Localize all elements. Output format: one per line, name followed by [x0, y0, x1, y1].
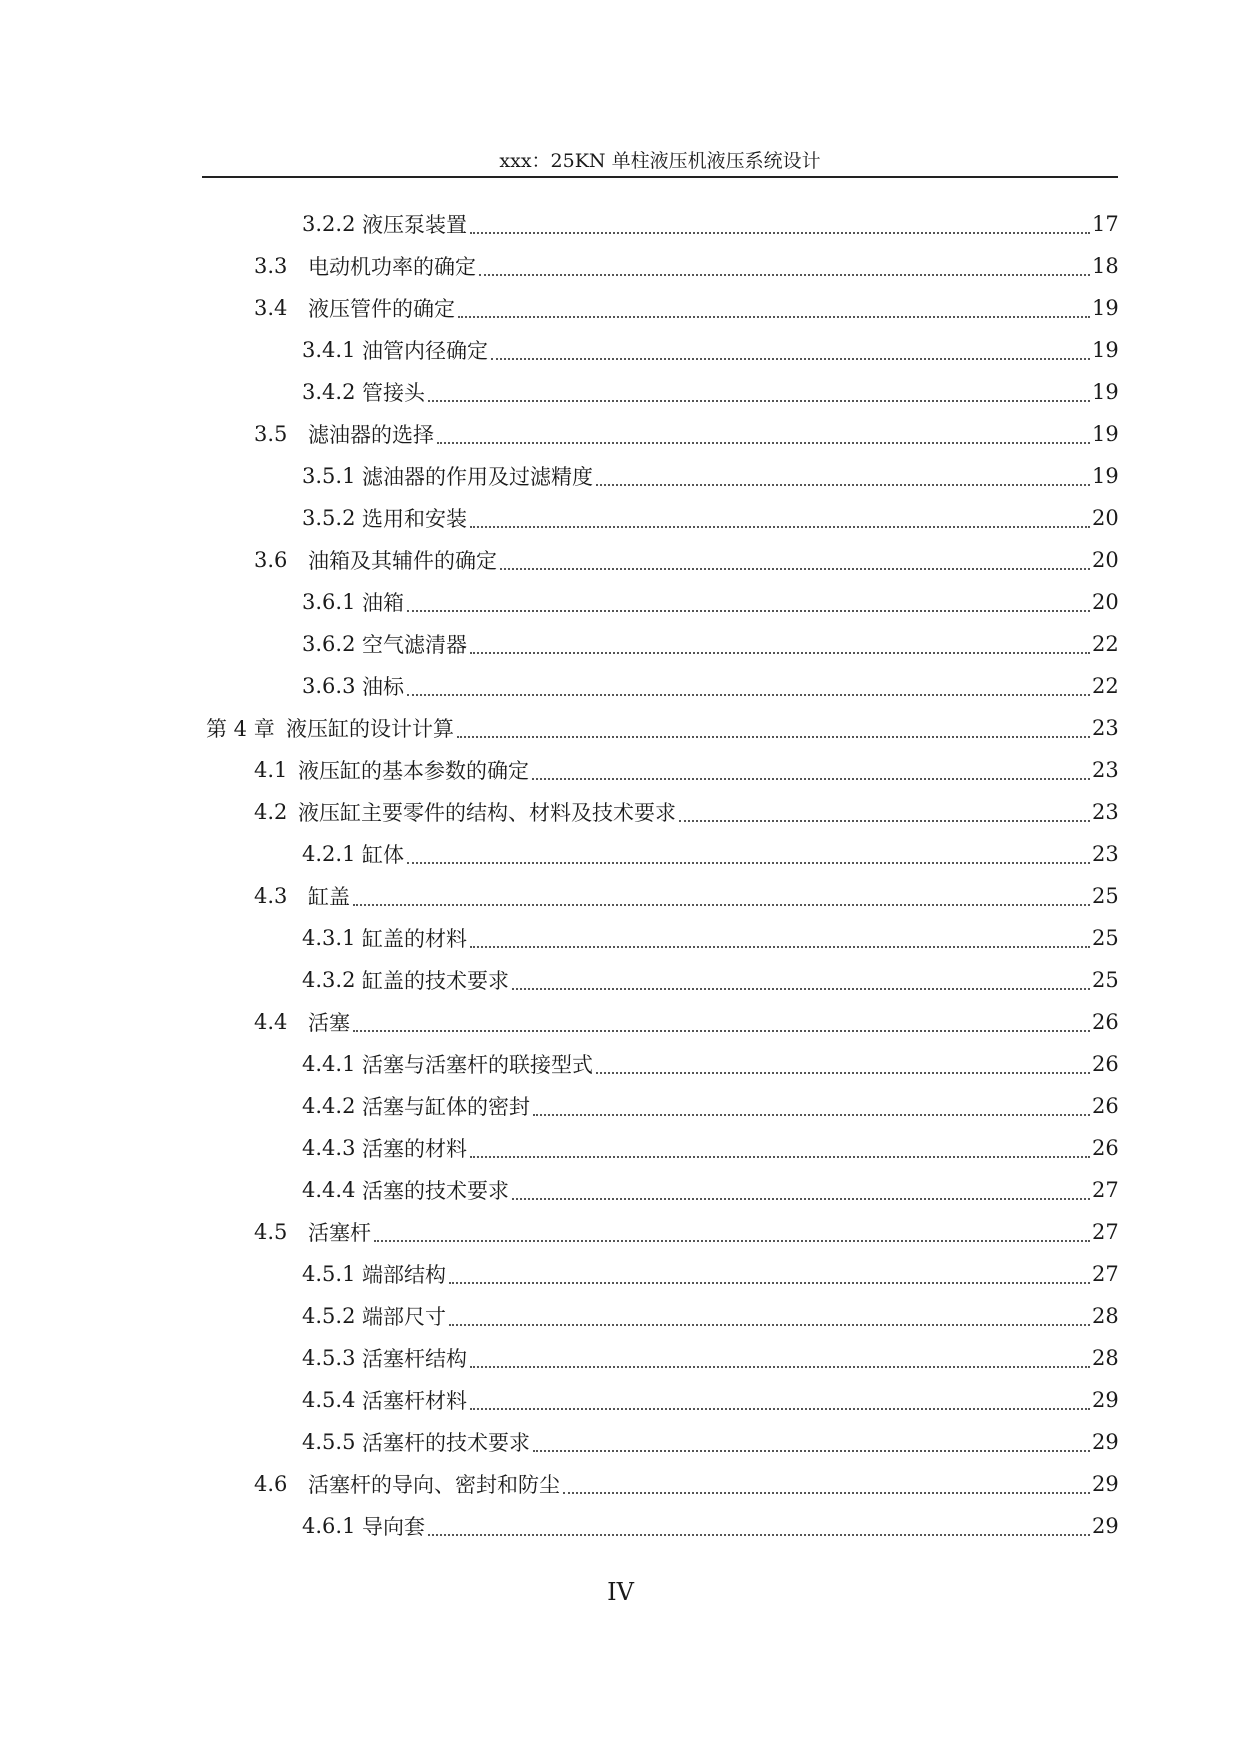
toc-dot-leader — [596, 1072, 1090, 1074]
toc-entry-title: 活塞与活塞杆的联接型式 — [362, 1053, 593, 1077]
toc-entry-page: 28 — [1092, 1346, 1119, 1370]
toc-entry[interactable] — [206, 1421, 1118, 1463]
toc-entry-page: 25 — [1092, 884, 1119, 908]
toc-entry-number: 3.4.1 — [302, 338, 356, 362]
toc-entry[interactable] — [206, 1505, 1118, 1547]
toc-entry[interactable] — [206, 203, 1118, 245]
toc-dot-leader — [407, 862, 1090, 864]
toc-entry-title: 滤油器的选择 — [308, 423, 434, 447]
toc-entry-page: 23 — [1092, 716, 1119, 740]
toc-entry-page: 17 — [1092, 212, 1119, 236]
toc-entry-page: 19 — [1092, 338, 1119, 362]
toc-entry-page: 27 — [1092, 1262, 1119, 1286]
toc-entry-page: 19 — [1092, 464, 1119, 488]
toc-entry-title: 活塞的技术要求 — [362, 1179, 509, 1203]
toc-entry-page: 26 — [1092, 1010, 1119, 1034]
toc-entry-title: 液压管件的确定 — [308, 297, 455, 321]
toc-entry-title: 缸盖的材料 — [362, 927, 467, 951]
toc-entry-page: 29 — [1092, 1430, 1119, 1454]
toc-entry-number: 4.4.2 — [302, 1094, 356, 1118]
running-header: xxx：25KN 单柱液压机液压系统设计 — [202, 146, 1118, 178]
toc-entry[interactable] — [206, 1463, 1118, 1505]
toc-entry[interactable] — [206, 1127, 1118, 1169]
toc-entry-title: 管接头 — [362, 381, 425, 405]
toc-entry-page: 19 — [1092, 422, 1119, 446]
toc-dot-leader — [491, 358, 1090, 360]
toc-entry[interactable] — [206, 1169, 1118, 1211]
toc-entry-title: 缸盖的技术要求 — [362, 969, 509, 993]
toc-entry[interactable] — [206, 1001, 1118, 1043]
toc-entry[interactable] — [206, 1211, 1118, 1253]
toc-entry-title: 油标 — [362, 675, 404, 699]
toc-dot-leader — [353, 904, 1090, 906]
toc-entry-number: 3.6 — [254, 548, 288, 572]
toc-entry[interactable] — [206, 1253, 1118, 1295]
toc-dot-leader — [470, 1366, 1090, 1368]
toc-entry-page: 20 — [1092, 590, 1119, 614]
toc-dot-leader — [479, 274, 1090, 276]
toc-entry-number: 4.5.5 — [302, 1430, 356, 1454]
toc-dot-leader — [470, 1156, 1090, 1158]
toc-dot-leader — [512, 1198, 1090, 1200]
toc-entry[interactable] — [206, 707, 1118, 749]
toc-entry-page: 20 — [1092, 506, 1119, 530]
toc-entry[interactable] — [206, 287, 1118, 329]
toc-dot-leader — [428, 1534, 1090, 1536]
toc-dot-leader — [353, 1030, 1090, 1032]
toc-entry-page: 29 — [1092, 1388, 1119, 1412]
toc-entry-number: 3.6.3 — [302, 674, 356, 698]
toc-entry-number: 4.2 — [254, 800, 288, 824]
toc-entry-number: 3.5.1 — [302, 464, 356, 488]
toc-entry[interactable] — [206, 917, 1118, 959]
toc-entry-title: 选用和安装 — [362, 507, 467, 531]
toc-dot-leader — [500, 568, 1090, 570]
toc-entry[interactable] — [206, 791, 1118, 833]
toc-entry-title: 活塞杆的技术要求 — [362, 1431, 530, 1455]
toc-entry[interactable] — [206, 875, 1118, 917]
toc-entry[interactable] — [206, 665, 1118, 707]
toc-entry-page: 18 — [1092, 254, 1119, 278]
toc-entry-page: 27 — [1092, 1220, 1119, 1244]
toc-dot-leader — [470, 946, 1090, 948]
toc-entry[interactable] — [206, 959, 1118, 1001]
toc-dot-leader — [563, 1492, 1090, 1494]
toc-entry[interactable] — [206, 581, 1118, 623]
toc-entry-title: 液压缸的基本参数的确定 — [298, 759, 529, 783]
toc-entry[interactable] — [206, 371, 1118, 413]
toc-entry[interactable] — [206, 539, 1118, 581]
toc-entry-title: 端部尺寸 — [362, 1305, 446, 1329]
toc-entry-title: 空气滤清器 — [362, 633, 467, 657]
toc-entry-title: 油箱及其辅件的确定 — [308, 549, 497, 573]
toc-entry-page: 25 — [1092, 968, 1119, 992]
toc-entry-page: 22 — [1092, 674, 1119, 698]
toc-entry-title: 油管内径确定 — [362, 339, 488, 363]
toc-entry[interactable] — [206, 623, 1118, 665]
toc-dot-leader — [679, 820, 1090, 822]
toc-entry-number: 3.2.2 — [302, 212, 356, 236]
toc-entry-title: 液压缸的设计计算 — [286, 717, 454, 741]
toc-entry-number: 4.5.4 — [302, 1388, 356, 1412]
toc-entry[interactable] — [206, 1085, 1118, 1127]
toc-dot-leader — [458, 316, 1090, 318]
toc-entry[interactable] — [206, 413, 1118, 455]
toc-dot-leader — [449, 1282, 1090, 1284]
toc-entry-title: 滤油器的作用及过滤精度 — [362, 465, 593, 489]
toc-entry-number: 4.5.3 — [302, 1346, 356, 1370]
toc-entry[interactable] — [206, 833, 1118, 875]
toc-entry-number: 4.5.1 — [302, 1262, 356, 1286]
toc-entry-page: 28 — [1092, 1304, 1119, 1328]
toc-entry-title: 缸盖 — [308, 885, 350, 909]
toc-entry[interactable] — [206, 1043, 1118, 1085]
toc-entry-number: 4.5.2 — [302, 1304, 356, 1328]
toc-entry-number: 4.3.2 — [302, 968, 356, 992]
toc-entry-number: 4.2.1 — [302, 842, 356, 866]
toc-entry-page: 26 — [1092, 1136, 1119, 1160]
toc-entry-title: 活塞杆材料 — [362, 1389, 467, 1413]
toc-entry-page: 22 — [1092, 632, 1119, 656]
toc-entry-number: 第 4 章 — [206, 717, 275, 741]
toc-dot-leader — [533, 1114, 1090, 1116]
toc-entry-number: 3.6.2 — [302, 632, 356, 656]
toc-dot-leader — [470, 526, 1090, 528]
toc-entry-page: 29 — [1092, 1514, 1119, 1538]
toc-dot-leader — [407, 694, 1090, 696]
toc-entry-page: 19 — [1092, 296, 1119, 320]
toc-entry-title: 电动机功率的确定 — [308, 255, 476, 279]
toc-entry-number: 4.6.1 — [302, 1514, 356, 1538]
toc-entry-title: 端部结构 — [362, 1263, 446, 1287]
toc-entry-page: 23 — [1092, 800, 1119, 824]
toc-entry-title: 活塞的材料 — [362, 1137, 467, 1161]
toc-entry[interactable] — [206, 749, 1118, 791]
toc-entry-page: 19 — [1092, 380, 1119, 404]
toc-entry-title: 活塞 — [308, 1011, 350, 1035]
toc-entry[interactable] — [206, 497, 1118, 539]
toc-dot-leader — [428, 400, 1090, 402]
toc-entry-page: 23 — [1092, 842, 1119, 866]
toc-entry-number: 3.4.2 — [302, 380, 356, 404]
toc-entry-number: 3.5.2 — [302, 506, 356, 530]
toc-dot-leader — [437, 442, 1090, 444]
toc-entry-title: 活塞杆的导向、密封和防尘 — [308, 1473, 560, 1497]
toc-entry-title: 活塞杆 — [308, 1221, 371, 1245]
toc-dot-leader — [470, 652, 1090, 654]
toc-entry[interactable] — [206, 329, 1118, 371]
page-number: IV — [607, 1578, 634, 1606]
toc-entry-title: 活塞杆结构 — [362, 1347, 467, 1371]
table-of-contents — [206, 203, 1118, 1547]
toc-dot-leader — [407, 610, 1090, 612]
toc-entry-page: 26 — [1092, 1094, 1119, 1118]
toc-entry-number: 4.4.4 — [302, 1178, 356, 1202]
toc-entry-number: 4.6 — [254, 1472, 288, 1496]
toc-entry-title: 缸体 — [362, 843, 404, 867]
toc-entry-page: 27 — [1092, 1178, 1119, 1202]
toc-entry[interactable] — [206, 1295, 1118, 1337]
toc-dot-leader — [596, 484, 1090, 486]
toc-dot-leader — [457, 736, 1090, 738]
toc-entry-title: 油箱 — [362, 591, 404, 615]
toc-entry-number: 4.4 — [254, 1010, 288, 1034]
toc-entry-page: 26 — [1092, 1052, 1119, 1076]
toc-entry-title: 液压泵装置 — [362, 213, 467, 237]
toc-dot-leader — [374, 1240, 1090, 1242]
toc-entry-number: 4.4.3 — [302, 1136, 356, 1160]
toc-entry-title: 活塞与缸体的密封 — [362, 1095, 530, 1119]
toc-entry-number: 4.4.1 — [302, 1052, 356, 1076]
toc-entry[interactable] — [206, 1337, 1118, 1379]
toc-entry[interactable] — [206, 1379, 1118, 1421]
toc-entry-page: 23 — [1092, 758, 1119, 782]
toc-entry-number: 3.4 — [254, 296, 288, 320]
toc-entry-page: 29 — [1092, 1472, 1119, 1496]
toc-dot-leader — [449, 1324, 1090, 1326]
toc-dot-leader — [533, 1450, 1090, 1452]
toc-entry-page: 25 — [1092, 926, 1119, 950]
toc-entry-number: 3.3 — [254, 254, 288, 278]
toc-entry-number: 4.3.1 — [302, 926, 356, 950]
toc-entry-number: 4.3 — [254, 884, 288, 908]
toc-entry[interactable] — [206, 245, 1118, 287]
toc-entry-title: 导向套 — [362, 1515, 425, 1539]
toc-dot-leader — [532, 778, 1090, 780]
toc-entry-number: 3.5 — [254, 422, 288, 446]
toc-entry-page: 20 — [1092, 548, 1119, 572]
toc-entry-number: 3.6.1 — [302, 590, 356, 614]
toc-entry-number: 4.1 — [254, 758, 288, 782]
toc-entry-number: 4.5 — [254, 1220, 288, 1244]
toc-entry-title: 液压缸主要零件的结构、材料及技术要求 — [298, 801, 676, 825]
toc-dot-leader — [470, 232, 1090, 234]
toc-entry[interactable] — [206, 455, 1118, 497]
toc-dot-leader — [512, 988, 1090, 990]
toc-dot-leader — [470, 1408, 1090, 1410]
